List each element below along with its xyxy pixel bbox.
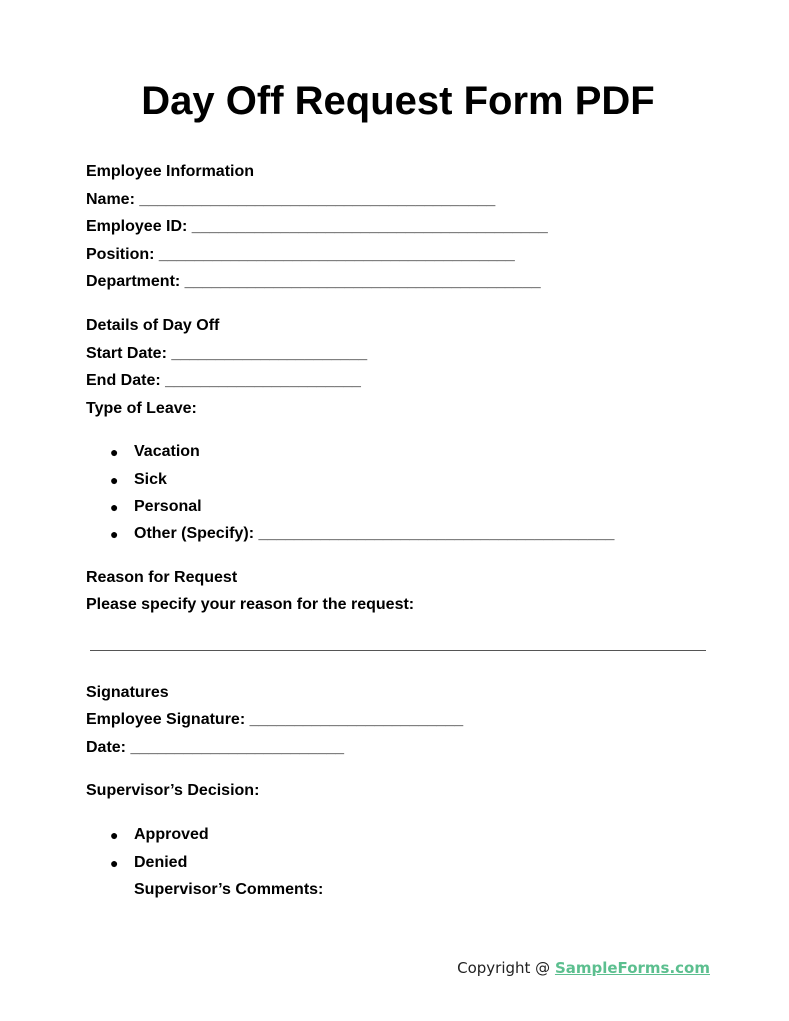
- reason-prompt: Please specify your reason for the request:: [86, 596, 415, 613]
- employee-info-heading: Employee Information: [86, 163, 255, 180]
- employee-signature-field[interactable]: Employee Signature: ________________________: [86, 711, 464, 728]
- leave-option-sick[interactable]: Sick: [134, 471, 167, 488]
- bullet-icon: ●: [110, 472, 119, 488]
- end-date-field[interactable]: End Date: ______________________: [86, 372, 361, 389]
- leave-option-personal[interactable]: Personal: [134, 498, 202, 515]
- bullet-icon: ●: [110, 444, 119, 460]
- type-of-leave-label: Type of Leave:: [86, 400, 197, 417]
- department-field[interactable]: Department: ________________________________________: [86, 273, 541, 290]
- supervisor-comments-label: Supervisor’s Comments:: [134, 881, 324, 898]
- employee-id-field[interactable]: Employee ID: ________________________________________: [86, 218, 548, 235]
- supervisor-decision-label: Supervisor’s Decision:: [86, 782, 260, 799]
- position-field[interactable]: Position: ________________________________________: [86, 246, 515, 263]
- leave-option-vacation[interactable]: Vacation: [134, 443, 200, 460]
- bullet-icon: ●: [110, 499, 119, 515]
- signature-date-field[interactable]: Date: ________________________: [86, 739, 345, 756]
- decision-option-denied[interactable]: Denied: [134, 854, 188, 871]
- decision-option-approved[interactable]: Approved: [134, 826, 209, 843]
- leave-option-other[interactable]: Other (Specify): ________________________________________: [134, 525, 615, 542]
- reason-heading: Reason for Request: [86, 569, 238, 586]
- bullet-icon: ●: [110, 827, 119, 843]
- details-heading: Details of Day Off: [86, 317, 220, 334]
- start-date-field[interactable]: Start Date: ______________________: [86, 345, 368, 362]
- signatures-heading: Signatures: [86, 684, 169, 701]
- bullet-icon: ●: [110, 855, 119, 871]
- bullet-icon: ●: [110, 526, 119, 542]
- copyright-prefix: Copyright @: [457, 959, 555, 977]
- page-title: Day Off Request Form PDF: [141, 79, 655, 123]
- brand-link[interactable]: SampleForms.com: [554, 959, 710, 977]
- copyright-footer: [457, 958, 710, 978]
- reason-input-line[interactable]: [90, 650, 706, 651]
- name-field[interactable]: Name: ________________________________________: [86, 191, 496, 208]
